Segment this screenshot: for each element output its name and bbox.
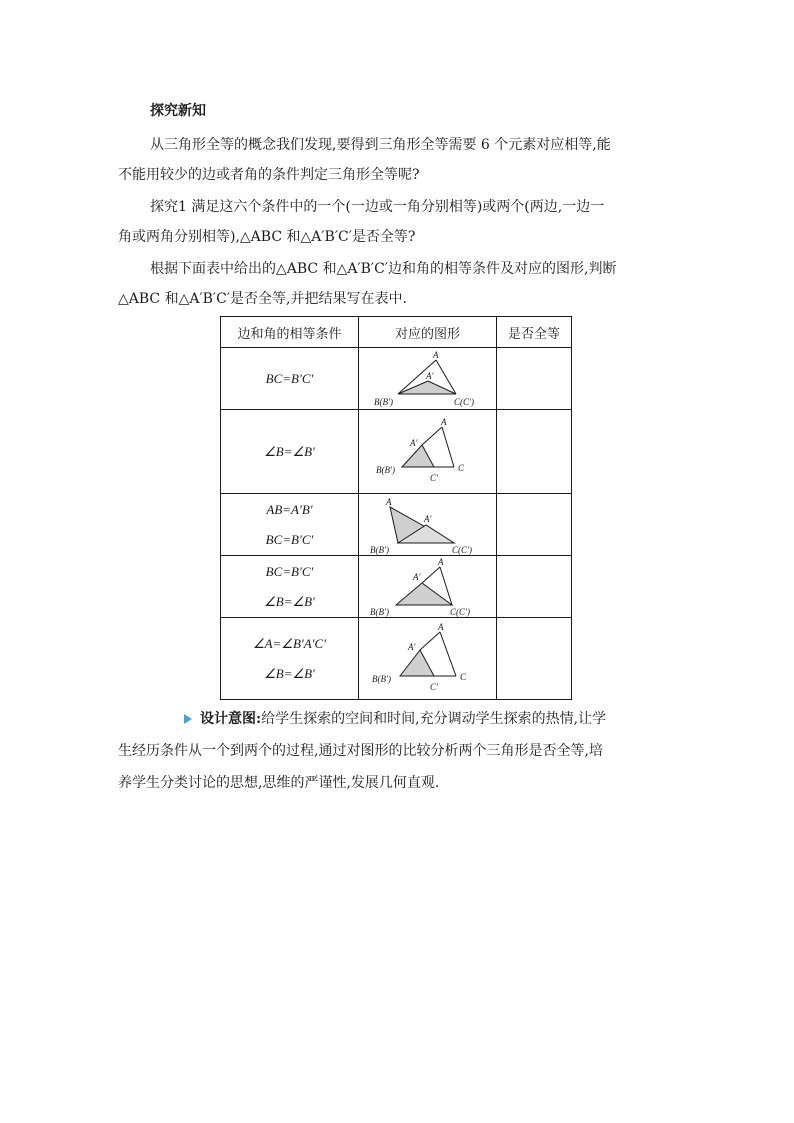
condition-cell: [221, 556, 359, 618]
table-header-row: [221, 317, 572, 348]
triangle-figure: [368, 413, 488, 491]
conditions-table: [220, 316, 572, 700]
label-a-prime: A′: [423, 513, 431, 524]
condition-text: ∠B=∠B′: [264, 593, 315, 609]
figure-cell: [359, 348, 497, 410]
condition-cell: [221, 618, 359, 700]
section-title: 探究新知: [150, 103, 206, 119]
design-marker-icon: [184, 714, 192, 724]
label-a: A: [437, 621, 443, 632]
condition-text: ∠B=∠B′: [264, 443, 315, 459]
design-line-1: [200, 710, 606, 728]
table-row: [221, 494, 572, 556]
instruction-line-1: 根据下面表中给出的△ABC 和△A′B′C′边和角的相等条件及对应的图形,判断: [150, 261, 617, 277]
table-row: [221, 556, 572, 618]
design-label: 设计意图:: [200, 711, 262, 727]
condition-text: ∠A=∠B′A′C′: [252, 635, 327, 651]
condition-text: BC=B′C′: [265, 370, 314, 386]
condition-text: BC=B′C′: [265, 563, 314, 579]
label-a: A: [440, 416, 446, 427]
triangle-figure: [368, 349, 488, 409]
label-c: C: [457, 462, 464, 473]
label-b: B(B′): [369, 606, 389, 617]
label-b: B(B′): [375, 464, 395, 475]
figure-cell: [359, 556, 497, 618]
label-c-prime: C′: [429, 681, 438, 692]
label-a-prime: A′: [425, 370, 433, 381]
answer-cell[interactable]: [497, 556, 572, 618]
answer-cell[interactable]: [497, 410, 572, 494]
explore-line-1: 探究1 满足这六个条件中的一个(一边或一角分别相等)或两个(两边,一边一: [150, 199, 605, 215]
table-row: [221, 410, 572, 494]
label-c-prime: C′: [429, 472, 438, 483]
design-text-1: 给学生探索的空间和时间,充分调动学生探索的热情,让学: [261, 711, 607, 727]
figure-cell: [359, 410, 497, 494]
answer-cell[interactable]: [497, 618, 572, 700]
label-c: C(C′): [453, 396, 474, 407]
triangle-figure: [368, 495, 488, 555]
condition-text: AB=A′B′: [266, 501, 313, 517]
label-c: C(C′): [449, 606, 470, 617]
label-a: A: [432, 349, 438, 360]
explore-line-2: 角或两角分别相等),△ABC 和△A′B′C′是否全等?: [118, 229, 416, 245]
design-line-2: 生经历条件从一个到两个的过程,通过对图形的比较分析两个三角形是否全等,培: [118, 743, 603, 759]
intro-line-2: 不能用较少的边或者角的条件判定三角形全等呢?: [118, 167, 420, 183]
label-b: B(B′): [371, 673, 391, 684]
label-a-prime: A′: [409, 437, 417, 448]
figure-cell: [359, 494, 497, 556]
design-line-3: 养学生分类讨论的思想,思维的严谨性,发展几何直观.: [118, 775, 440, 791]
answer-cell[interactable]: [497, 348, 572, 410]
figure-cell: [359, 618, 497, 700]
condition-cell: [221, 494, 359, 556]
header-conditions: 边和角的相等条件: [221, 317, 359, 348]
label-a-prime: A′: [412, 571, 420, 582]
condition-cell: [221, 348, 359, 410]
intro-line-1: 从三角形全等的概念我们发现,要得到三角形全等需要 6 个元素对应相等,能: [150, 137, 611, 153]
header-figure: 对应的图形: [359, 317, 497, 348]
table-row: [221, 348, 572, 410]
label-a-prime: A′: [407, 641, 415, 652]
label-a: A: [437, 556, 443, 567]
triangle-figure: [368, 620, 488, 698]
condition-text: ∠B=∠B′: [264, 665, 315, 681]
condition-cell: [221, 410, 359, 494]
table-row: [221, 618, 572, 700]
label-b: B(B′): [373, 396, 393, 407]
label-b: B(B′): [369, 544, 389, 555]
instruction-line-2: △ABC 和△A′B′C′是否全等,并把结果写在表中.: [118, 291, 407, 307]
label-c: C(C′): [451, 544, 472, 555]
condition-text: BC=B′C′: [265, 531, 314, 547]
label-a: A: [385, 496, 391, 507]
label-c: C: [459, 671, 466, 682]
answer-cell[interactable]: [497, 494, 572, 556]
header-congruent: 是否全等: [497, 317, 572, 348]
triangle-figure: [368, 557, 488, 617]
